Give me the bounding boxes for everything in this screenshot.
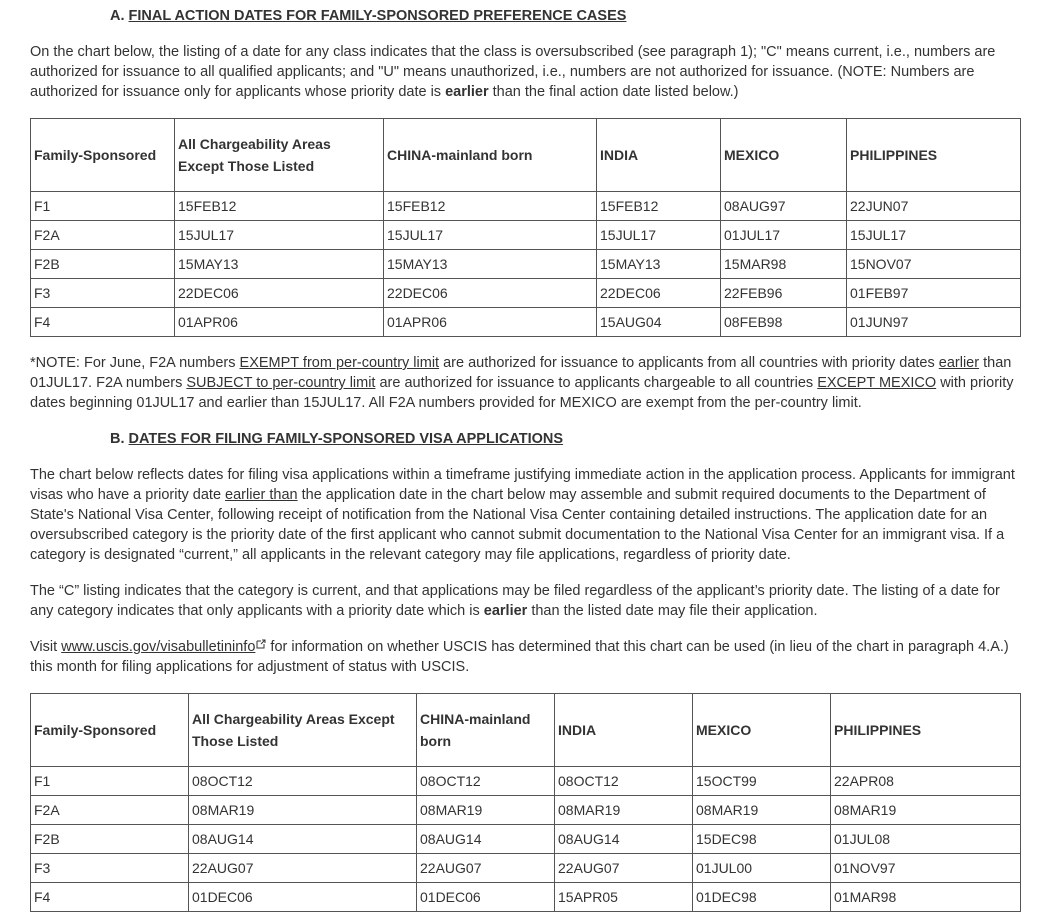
table-cell: 08MAR19 (555, 796, 693, 825)
table-cell: 08AUG97 (721, 192, 847, 221)
table-cell: 08AUG14 (189, 825, 417, 854)
table-row (31, 221, 1021, 250)
note-underline: EXCEPT MEXICO (817, 375, 937, 391)
table-cell: 08OCT12 (417, 767, 555, 796)
table-cell: 15MAR98 (721, 250, 847, 279)
table-row (31, 279, 1021, 308)
table-cell: F2A (31, 221, 175, 250)
para-text: Visit (30, 639, 62, 655)
table-cell: F2B (31, 825, 189, 854)
section-a-intro (30, 42, 1020, 102)
table-cell: F4 (31, 883, 189, 912)
table-cell: 22AUG07 (189, 854, 417, 883)
intro-text: On the chart below, the listing of a date for any class indicates that the class is oversubscribed (see paragraph 1); "C" means current, i.e., numbers are authorized for issuance to all qualified applicants; and "U" means unauthorized, i.e., numbers are not authorized for issuance. (NOTE: Numbers are authorized for issuance only for applicants whose priority date is (30, 44, 996, 100)
section-b-letter: B. (110, 431, 125, 447)
table-cell: 22APR08 (831, 767, 1021, 796)
section-b-para-2 (30, 581, 1020, 621)
note-text: with priority dates beginning 01JUL17 and earlier than 15JUL17. All F2A numbers provided for MEXICO are exempt from the per-country limit. (30, 375, 1014, 411)
table-row (31, 767, 1021, 796)
table-cell: 22FEB96 (721, 279, 847, 308)
table-cell: 15JUL17 (597, 221, 721, 250)
table-cell: 01NOV97 (831, 854, 1021, 883)
table-cell: F3 (31, 854, 189, 883)
table-cell: F1 (31, 767, 189, 796)
note-text: than 01JUL17. F2A numbers (30, 355, 1012, 391)
table-cell: 08OCT12 (555, 767, 693, 796)
section-a-letter: A. (110, 8, 125, 24)
header-cell: Family-Sponsored (31, 119, 175, 192)
table-cell: 22DEC06 (384, 279, 597, 308)
table-row (31, 308, 1021, 337)
table-cell: 22JUN07 (847, 192, 1021, 221)
section-a-heading (110, 6, 626, 26)
header-cell: MEXICO (693, 694, 831, 767)
section-b-para-3 (30, 637, 1020, 677)
table-cell: 15JUL17 (384, 221, 597, 250)
section-b-para-1 (30, 465, 1020, 565)
table-cell: 22DEC06 (175, 279, 384, 308)
table-cell: 08MAR19 (693, 796, 831, 825)
table-cell: 01JUN97 (847, 308, 1021, 337)
header-cell: PHILIPPINES (847, 119, 1021, 192)
table-cell: 01DEC98 (693, 883, 831, 912)
section-b-title: DATES FOR FILING FAMILY-SPONSORED VISA APPLICATIONS (128, 431, 564, 447)
note-underline: SUBJECT to per-country limit (186, 375, 376, 391)
para-text: The chart below reflects dates for filing visa applications within a timeframe justifying immediate action in the application process. Applicants for immigrant visas who have a priority date (30, 467, 1015, 503)
table-cell: 22AUG07 (417, 854, 555, 883)
note-text: are authorized for issuance to applicants chargeable to all countries (375, 375, 818, 391)
table-row (31, 192, 1021, 221)
note-text: are authorized for issuance to applicants from all countries with priority dates (439, 355, 939, 371)
intro-bold: earlier (445, 84, 489, 100)
header-cell: PHILIPPINES (831, 694, 1021, 767)
table-row (31, 854, 1021, 883)
table-cell: 01MAR98 (831, 883, 1021, 912)
table-row (31, 796, 1021, 825)
table-cell: 22AUG07 (555, 854, 693, 883)
table-cell: 15JUL17 (175, 221, 384, 250)
table-cell: 08FEB98 (721, 308, 847, 337)
section-a-title: FINAL ACTION DATES FOR FAMILY-SPONSORED PREFERENCE CASES (128, 8, 627, 24)
table-cell: 15DEC98 (693, 825, 831, 854)
header-cell: INDIA (555, 694, 693, 767)
note-text: *NOTE: For June, F2A numbers (30, 355, 240, 371)
uscis-visa-bulletin-link[interactable]: www.uscis.gov/visabulletininfo (61, 639, 256, 655)
para-text: The “C” listing indicates that the category is current, and that applications may be filed regardless of the applicant’s priority date. The listing of a date for any category indicates that only applicants with a priority date which is (30, 583, 1000, 619)
table-row (31, 250, 1021, 279)
table-cell: F4 (31, 308, 175, 337)
para-text: than the listed date may file their application. (527, 603, 818, 619)
para-text: for information on whether USCIS has determined that this chart can be used (in lieu of the chart in paragraph 4.A.) this month for filing applications for adjustment of status with USCIS. (30, 639, 1009, 675)
table-cell: F2B (31, 250, 175, 279)
table-cell: 01DEC06 (417, 883, 555, 912)
table-cell: 08MAR19 (189, 796, 417, 825)
note-underline: earlier (938, 355, 980, 371)
table-cell: 15MAY13 (597, 250, 721, 279)
table-cell: F3 (31, 279, 175, 308)
header-cell: Family-Sponsored (31, 694, 189, 767)
table-cell: 22DEC06 (597, 279, 721, 308)
final-action-dates-table (30, 118, 1021, 337)
intro-text-end: than the final action date listed below.) (488, 84, 739, 100)
table-row (31, 883, 1021, 912)
table-cell: 01APR06 (384, 308, 597, 337)
header-cell: All Chargeability Areas Except Those Listed (189, 694, 417, 767)
dates-for-filing-table (30, 693, 1021, 912)
header-cell: INDIA (597, 119, 721, 192)
f2a-note (30, 353, 1020, 413)
table-cell: 08AUG14 (417, 825, 555, 854)
table-header-row (31, 694, 1021, 767)
section-b-heading (110, 429, 563, 449)
table-cell: 08MAR19 (831, 796, 1021, 825)
header-cell: All Chargeability Areas Except Those Listed (175, 119, 384, 192)
table-cell: 15FEB12 (597, 192, 721, 221)
para-underline: earlier than (225, 487, 298, 503)
table-cell: 15JUL17 (847, 221, 1021, 250)
table-cell: F1 (31, 192, 175, 221)
header-cell: CHINA-mainland born (417, 694, 555, 767)
table-cell: 15MAY13 (175, 250, 384, 279)
table-cell: 15FEB12 (175, 192, 384, 221)
table-cell: 01JUL08 (831, 825, 1021, 854)
table-cell: 08AUG14 (555, 825, 693, 854)
para-bold: earlier (483, 603, 528, 619)
table-cell: F2A (31, 796, 189, 825)
table-cell: 01FEB97 (847, 279, 1021, 308)
table-cell: 01APR06 (175, 308, 384, 337)
note-underline: EXEMPT from per-country limit (239, 355, 440, 371)
table-row (31, 825, 1021, 854)
external-link-icon (256, 639, 266, 649)
table-cell: 08MAR19 (417, 796, 555, 825)
table-cell: 08OCT12 (189, 767, 417, 796)
table-cell: 01JUL17 (721, 221, 847, 250)
table-cell: 01JUL00 (693, 854, 831, 883)
table-cell: 15APR05 (555, 883, 693, 912)
table-header-row (31, 119, 1021, 192)
table-cell: 15OCT99 (693, 767, 831, 796)
table-cell: 15MAY13 (384, 250, 597, 279)
table-cell: 15AUG04 (597, 308, 721, 337)
header-cell: MEXICO (721, 119, 847, 192)
table-cell: 15NOV07 (847, 250, 1021, 279)
table-cell: 15FEB12 (384, 192, 597, 221)
table-cell: 01DEC06 (189, 883, 417, 912)
para-text: the application date in the chart below may assemble and submit required documents to the Department of State's National Visa Center, following receipt of notification from the National Visa Center containing detailed instructions. The application date for an oversubscribed category is the priority date of the first applicant who cannot submit documentation to the National Visa Center for an immigrant visa. If a category is designated “current,” all applicants in the relevant category may file applications, regardless of priority date. (30, 487, 1005, 563)
header-cell: CHINA-mainland born (384, 119, 597, 192)
